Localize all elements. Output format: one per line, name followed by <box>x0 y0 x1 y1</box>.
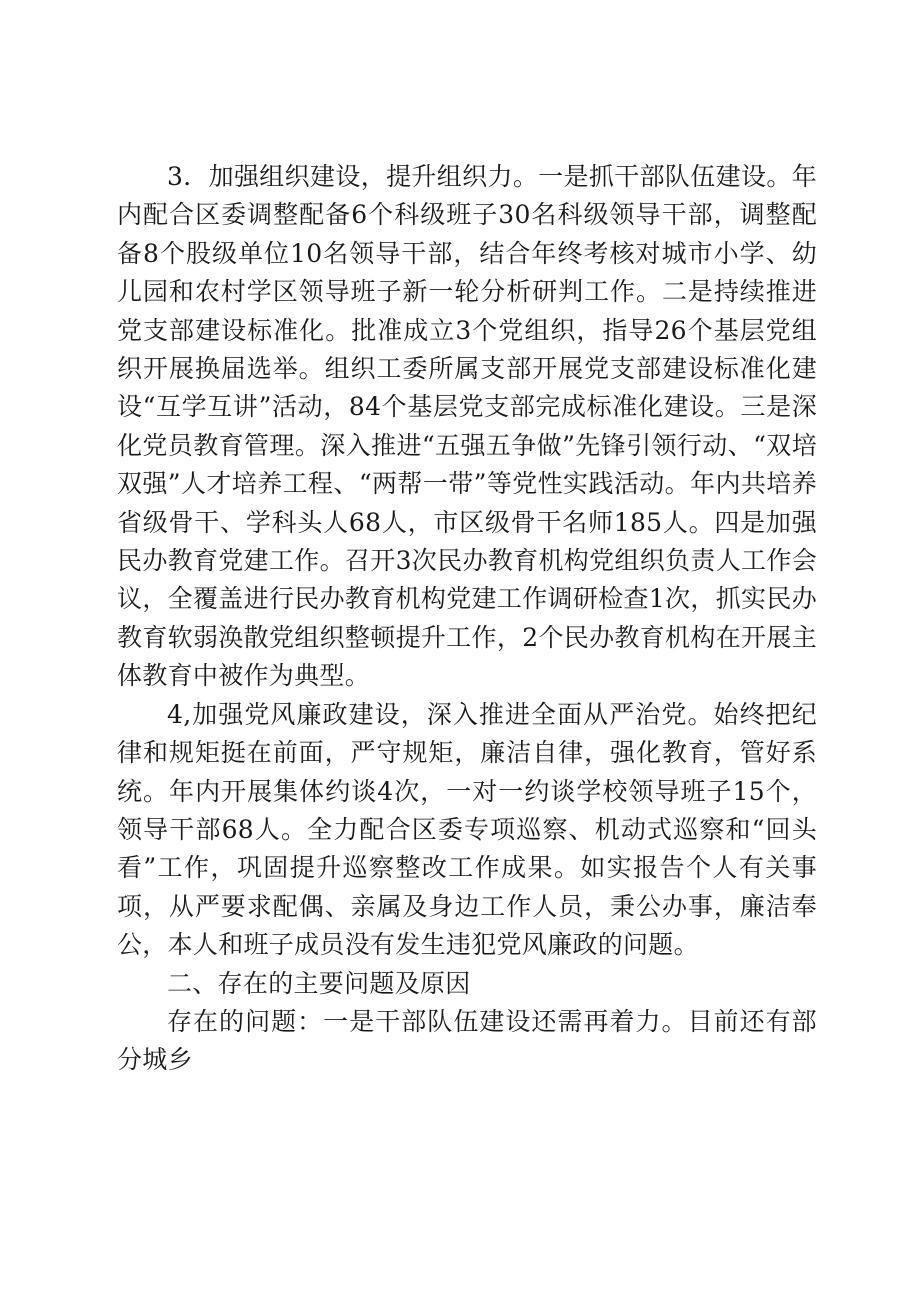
paragraph-problems: 存在的问题：一是干部队伍建设还需再着力。目前还有部分城乡 <box>117 1006 817 1075</box>
paragraph-party-conduct: 4,加强党风廉政建设，深入推进全面从严治党。始终把纪律和规矩挺在前面，严守规矩，廉洁自律，强化教育，管好系统。年内开展集体约谈4次，一对一约谈学校领导班子15个，领导干部68人。全力配合区委专项巡察、机动式巡察和“回头看”工作，巩固提升巡察整改工作成果。如实报告个人有关事项，从严要求配偶、亲属及身边工作人员，秉公办事，廉洁奉公，本人和班子成员没有发生违犯党风廉政的问题。 <box>117 699 817 960</box>
paragraph-organization-building: 3．加强组织建设，提升组织力。一是抓干部队伍建设。年内配合区委调整配备6个科级班子30名科级领导干部，调整配备8个股级单位10名领导干部，结合年终考核对城市小学、幼儿园和农村学区领导班子新一轮分析研判工作。二是持续推进党支部建设标准化。批准成立3个党组织，指导26个基层党组织开展换届选举。组织工委所属支部开展党支部建设标准化建设“互学互讲”活动，84个基层党支部完成标准化建设。三是深化党员教育管理。深入推进“五强五争做”先锋引领行动、“双培双强”人才培养工程、“两帮一带”等党性实践活动。年内共培养省级骨干、学科头人68人，市区级骨干名师185人。四是加强民办教育党建工作。召开3次民办教育机构党组织负责人工作会议，全覆盖进行民办教育机构党建工作调研检查1次，抓实民办教育软弱涣散党组织整顿提升工作，2个民办教育机构在开展主体教育中被作为典型。 <box>117 162 817 691</box>
section-heading: 二、存在的主要问题及原因 <box>167 968 471 998</box>
document-body <box>117 158 817 1080</box>
